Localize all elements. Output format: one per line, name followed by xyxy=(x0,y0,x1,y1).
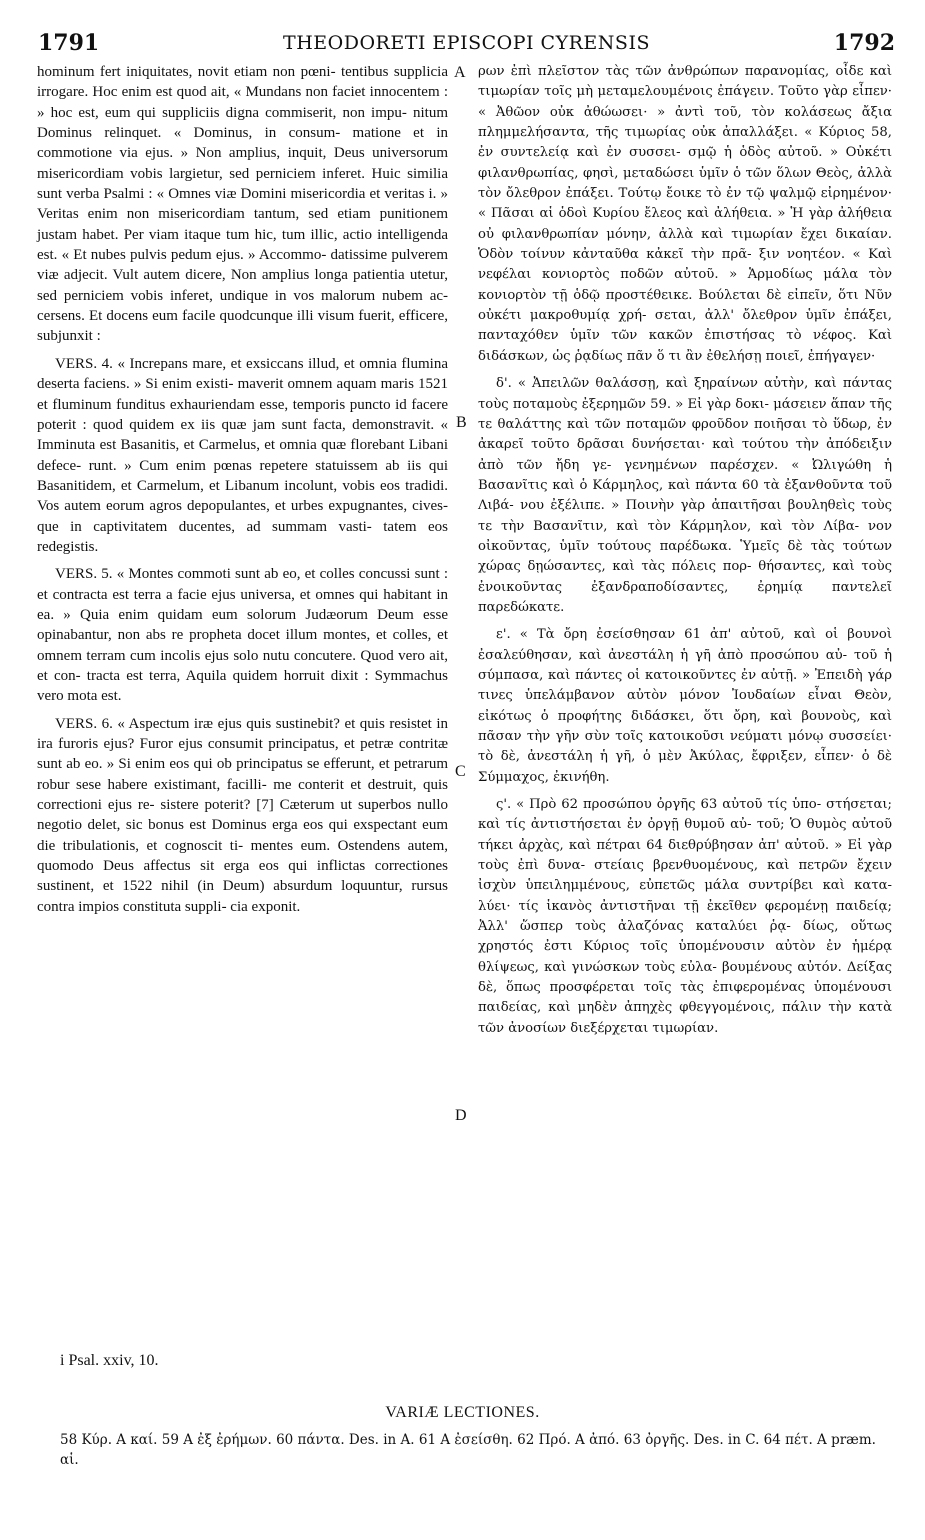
margin-marker-a: A xyxy=(454,64,466,81)
variae-lectiones-heading: VARIÆ LECTIONES. xyxy=(385,1404,540,1421)
page-number-left: 1791 xyxy=(38,30,100,56)
margin-marker-d: D xyxy=(455,1107,467,1124)
greek-paragraph: ε'. « Τὰ ὄρη ἐσείσθησαν 61 ἀπ' αὐτοῦ, καὶ οἱ βουνοὶ ἐσαλεύθησαν, καὶ ἀνεστάλη ἡ γῆ ἀπὸ προσώπου αὐ- τοῦ ἡ σύμπασα, καὶ πάντες οἱ κατοικοῦντες ἐν αὐτῇ. » Ἐπειδὴ γάρ τινες ὑπελάμβανον αὐτὸν μόνον Ἰουδαίων εἶναι Θεὸν, εἰκότως ὁ προφήτης διδάσκει, ὅτι ὄρη, καὶ βουνοὺς, καὶ πᾶσαν τὴν γῆν σὺν τοῖς κατοικοῦσι νεύματι μόνῳ συσσείει· τὸ δὲ, ἀνεστάλη ἡ γῆ, ὁ μὲν Ἀκύλας, ἔφριξεν, εἶπεν· ὁ δὲ Σύμμαχος, ἐκινήθη. xyxy=(478,627,892,785)
page-number-right: 1792 xyxy=(833,30,895,56)
variae-lectiones-text: 58 Κύρ. A καί. 59 A ἐξ ἐρήμων. 60 πάντα. Des. in A. 61 A ἐσείσθη. 62 Πρό. A ἀπό. 63 ὀργῆς. Des. in C. 64 πέτ. A præm. αἱ. xyxy=(60,1432,876,1468)
margin-marker-c: C xyxy=(455,763,466,780)
greek-paragraph: ρων ἐπὶ πλεῖστον τὰς τῶν ἀνθρώπων παρανομίας, οἶδε καὶ τιμωρίαν τοῖς μὴ μεταμελουμένοις ἐπάγειν. Τοῦτο γὰρ εἶπεν· « Ἀθῶον οὐκ ἀθώωσει· » ἀντὶ τοῦ, τὸν κολάσεως ἄξια πλημμελήσαντα, τῆς τιμωρίας οὐκ ἀπαλλάξει. « Κύριος 58, ἐν συντελείᾳ καὶ ἐν συσσει- σμῷ ἡ ὁδὸς αὐτοῦ. » Οὐκέτι φιλανθρωπίας, φησὶ, μεταδώσει ὑμῖν ὁ τῶν ὅλων Θεὸς, ἀλλὰ τὸν ὄλεθρον ἐπάξει. Τούτῳ ἔοικε τὸ ἐν τῷ ψαλμῷ εἰρημένον· « Πᾶσαι αἱ ὁδοὶ Κυρίου ἔλεος καὶ ἀλήθεια. » Ἡ γὰρ ἀλήθεια οὐ φιλανθρωπίαν μόνην, ἀλλὰ καὶ τιμωρίαν ἔχει δικαίαν. Ὁδὸν τοίνυν κἀνταῦθα κἀκεῖ τὴν πρᾶ- ξιν νοητέον. « Καὶ νεφέλαι κονιορτὸς ποδῶν αὐτοῦ. » Ἁρμοδίως μάλα τὸν κονιορτὸν τῇ ὁδῷ προστέθεικε. Βούλεται δὲ εἰπεῖν, ὅτι Νῦν οὐκέτι μακροθυμίᾳ χρή- σεται, ἀλλ' ὄλεθρον ὑμῖν ἐπάξει, πανταχόθεν ὑμῖν τῶν κακῶν ἐπιστήσας τὸ νέφος. Καὶ διδάσκων, ὡς ῥᾳδίως πᾶν ὅ τι ἂν ἐθελήσῃ ποιεῖ, ἐπήγαγεν· xyxy=(478,64,892,364)
footnote: i Psal. xxiv, 10. xyxy=(60,1352,159,1369)
page-header xyxy=(38,30,895,62)
latin-paragraph: hominum fert iniquitates, novit etiam non pœni- tentibus supplicia irrogare. Hoc enim est quod ait, « Mundans non faciet innocentem : » hoc est, eum qui suppliciis digna commiserit, non impu- nitum Dominus relinquet. « Dominus, in consum- matione et in commotione via ejus. » Non amplius, inquit, Deus universorum misericordiam vobis largietur, sed perniciem inferet. Huic similia sunt verba Psalmi : « Omnes viæ Domini misericordia et veritas i. » Veritas enim non misericordiam tantum, sed etiam punitionem justam habet. Per viam itaque tum hic, tum illic, actio intelligenda est. « Et nubes pulvis pedum ejus. » Accommo- datissime pulverem viæ adjecit. Vult autem dicere, Non amplius longa patientia utetur, sed perniciem vobis inferet, undique in vos malorum nubem ac- cersens. Et docens eum facile quodcunque illi visum fuerit, efficere, subjunxit : xyxy=(37,64,448,345)
latin-paragraph: VERS. 4. « Increpans mare, et exsiccans illud, et omnia flumina deserta faciens. » Si enim existi- maverit omnem aquam maris 1521 et fluminum funditus exhauriendam esse, temporis puncto id facere poterit : quod quidem ex iis quæ jam sunt facta, demonstravit. « Imminuta est Basanitis, et Carmelus, et omnia quæ florebant Libani defece- runt. » Cum enim pœnas repetere statuissem ab iis qui Basanitidem, et Carmelum, et Libanum incolunt, vobis eos tradidi. Vos autem eorum agros depopulantes, et urbes expugnantes, cives- que in captivitatem ducentes, ad summam vasti- tatem eos redegistis. xyxy=(37,355,448,555)
running-title: THEODORETI EPISCOPI CYRENSIS xyxy=(283,32,650,54)
latin-paragraph: VERS. 6. « Aspectum iræ ejus quis sustinebit? et quis resistet in ira furoris ejus? Furor ejus consumit principatus, et petræ contritæ sunt ab eo. » Si enim eos qui ob principatus se efferunt, et petrarum robur sese habere existimant, facilli- me conterit et destruit, quis correctioni ejus re- sistere poterit? [7] Cæterum ut superbos nullo negotio delet, sic bonus est Dominus erga eos qui exspectant eum die tribulationis, et cognoscit ti- mentes eum. Ostendens autem, quomodo Deus affectus sit erga eos qui inflictas correctiones sustinent, et 1522 nihil (in Deum) absurdum loquuntur, rursus contra impios constituta suppli- cia exponit. xyxy=(37,715,448,915)
greek-paragraph: δ'. « Ἀπειλῶν θαλάσσῃ, καὶ ξηραίνων αὐτὴν, καὶ πάντας τοὺς ποταμοὺς ἐξερημῶν 59. » Εἰ γὰρ δοκι- μάσειεν ἅπαν τῆς τε θαλάττης καὶ τῶν ποταμῶν φροῦδον ποιῆσαι τὸ ὕδωρ, ἐν ἀκαρεῖ τοῦτο δρᾶσαι δυνήσεται· καὶ τούτου τὴν ἀπόδειξιν ἀπὸ τῶν ἤδη γε- γενημένων παρέσχεν. « Ὠλιγώθη ἡ Βασανῖτις καὶ ὁ Κάρμηλος, καὶ πάντα 60 τὰ ἐξανθοῦντα τοῦ Λιβά- νου ἐξέλιπε. » Ποινὴν γὰρ ἀπαιτῆσαι βουληθεὶς τοὺς τε τὴν Βασανῖτιν, καὶ τὸν Κάρμηλον, καὶ τὸν Λίβα- νον οἰκοῦντας, ὑμῖν τούτους παρέδωκα. Ὑμεῖς δὲ τὰς τούτων χώρας δῃώσαντες, καὶ τὰς πόλεις πορ- θήσαντες, καὶ τοὺς ἐνοικοῦντας ἐξανδραποδίσαντες, ἐρημίᾳ παντελεῖ παρεδώκατε. xyxy=(478,376,892,615)
margin-marker-b: B xyxy=(456,414,467,431)
latin-paragraph: VERS. 5. « Montes commoti sunt ab eo, et colles concussi sunt : et contracta est terra a facie ejus universa, et omnes qui habitant in ea. » Quia enim quidam eum solorum Judæorum Deum esse opinabantur, non abs re propheta docet illum montes, et colles, et omnem terram cum incolis ejus solo nutu concutere. Quod vero ait, et con- tracta est terra, Aquila quidem horruit dixit : Symmachus vero mota est. xyxy=(37,566,448,705)
greek-paragraph: ς'. « Πρὸ 62 προσώπου ὀργῆς 63 αὐτοῦ τίς ὑπο- στήσεται; καὶ τίς ἀντιστήσεται ἐν ὀργῇ θυμοῦ αὐ- τοῦ; Ὁ θυμὸς αὐτοῦ τήκει ἀρχὰς, καὶ πέτραι 64 διεθρύβησαν ἀπ' αὐτοῦ. » Εἰ γὰρ τοὺς ἐπὶ δυνα- στείαις βρενθυομένους, καὶ πετρῶν ἔχειν ἰσχὺν ὑπειλημμένους, εὐπετῶς μάλα συντρίβει καὶ κατα- λύει· τίς ἱκανὸς ἀντιστῆναι τῇ ἐκεῖθεν φερομένῃ παιδείᾳ; Ἀλλ' ὥσπερ τοὺς ἀλαζόνας καταλύει ῥᾳ- δίως, οὕτως χρηστός ἐστι Κύριος τοῖς ὑπομένουσιν αὐτὸν ἐν ἡμέρᾳ θλίψεως, καὶ γινώσκων τοὺς εὐλα- βουμένους αὐτόν. Δείξας δὲ, ὅπως προσφέρεται τοῖς τὰς ἐπιφερομένας ὑπομένουσι παιδείας, καὶ μηδὲν ἀπηχὲς φθεγγομένοις, πάλιν τὴν κατὰ τῶν ἀνοσίων διεξέρχεται τιμωρίαν. xyxy=(478,797,892,1036)
greek-column xyxy=(478,62,892,1039)
latin-column xyxy=(37,62,448,917)
